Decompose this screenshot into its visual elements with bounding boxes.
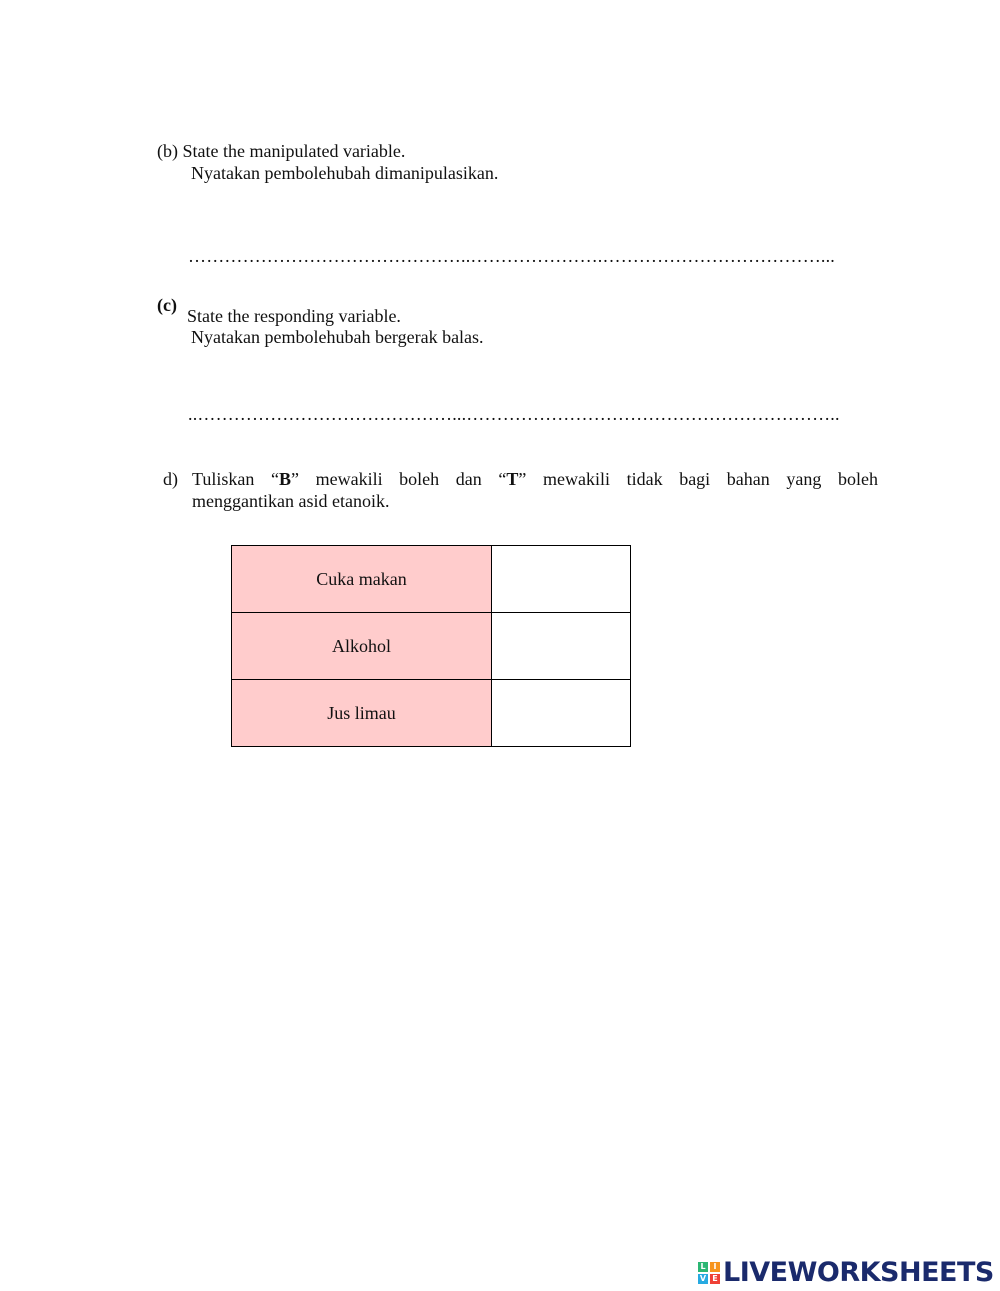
question-d-instruction-line1 [192,468,878,490]
table-item-cell: Cuka makan [232,546,492,613]
letter-t-bold: T [506,469,519,489]
question-d-text-part3: ” mewakili tidak bagi bahan yang boleh [518,469,878,489]
answer-table [231,545,631,747]
table-answer-cell[interactable] [492,613,631,680]
question-c-translation: Nyatakan pembolehubah bergerak balas. [191,327,484,347]
question-b-label: (b) State the manipulated variable. [157,141,406,161]
question-c-answer-line[interactable]: ..……………………………………...…………………………………………………….. [188,404,840,424]
question-d-text-part2: ” mewakili boleh dan “ [290,469,507,489]
logo-mark-letter: V [699,1273,707,1283]
question-c-label: State the responding variable. [187,306,401,326]
logo-text: LIVEWORKSHEETS [723,1257,994,1288]
table-item-cell: Alkohol [232,613,492,680]
table-answer-cell[interactable] [492,680,631,747]
question-d-mark: d) [163,469,178,489]
question-b-translation: Nyatakan pembolehubah dimanipulasikan. [191,163,499,183]
logo-mark-letter: L [698,1262,708,1272]
table-row [232,680,631,747]
question-c-mark: (c) [157,295,177,315]
table-row [232,613,631,680]
logo-mark-letter: I [710,1262,720,1272]
liveworksheets-logo [698,1257,994,1288]
logo-mark-letter: E [710,1274,720,1284]
table-item-cell: Jus limau [232,680,492,747]
question-d-instruction-line2: menggantikan asid etanoik. [192,491,390,511]
question-b-answer-line[interactable]: ………………………………………..………………….………………………………... [188,246,835,266]
table-answer-cell[interactable] [492,546,631,613]
table-row [232,546,631,613]
logo-mark-icon [698,1262,720,1284]
letter-b-bold: B [278,469,291,489]
question-d-text-part1: Tuliskan “ [192,469,279,489]
